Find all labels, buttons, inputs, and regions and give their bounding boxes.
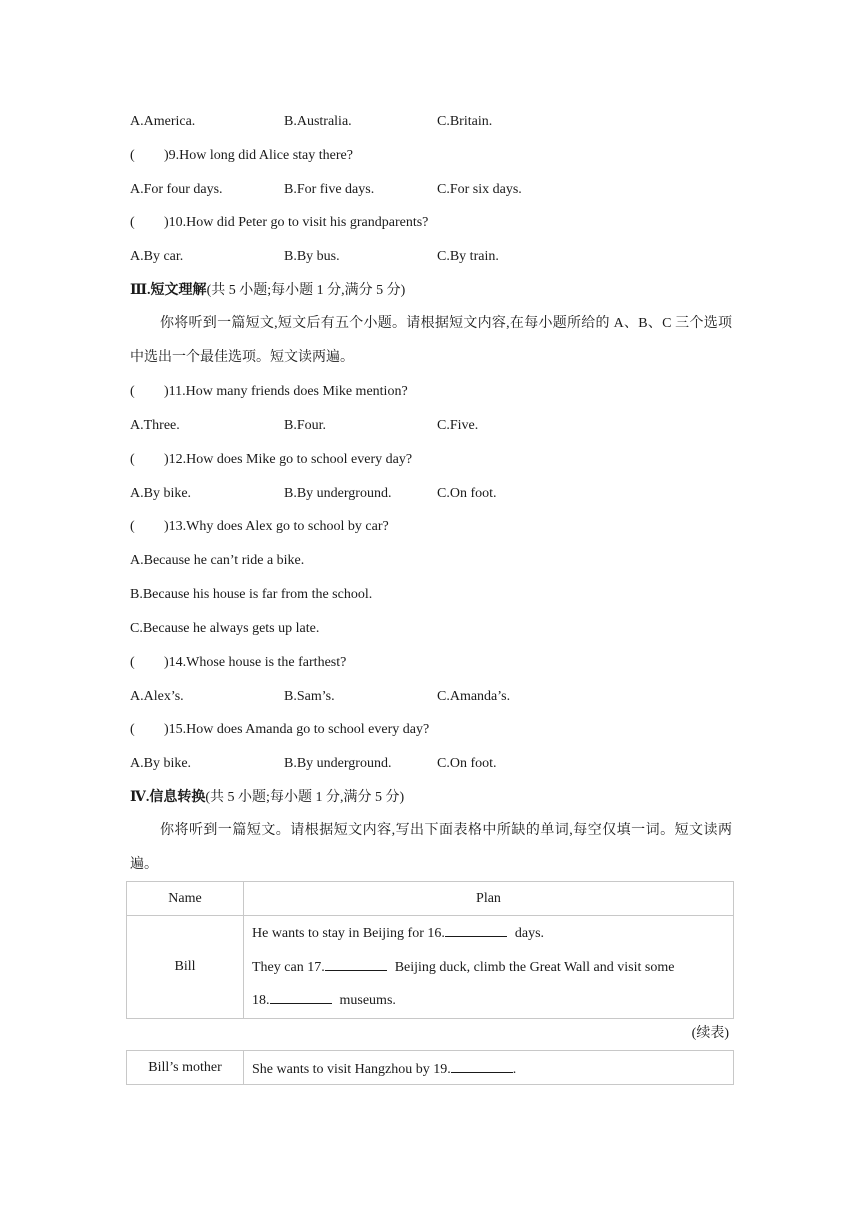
option-b: B.For five days. xyxy=(284,182,375,197)
question-12 xyxy=(130,450,412,470)
question-text: )9.How long did Alice stay there? xyxy=(164,148,353,163)
option-a: A.Alex’s. xyxy=(130,689,184,704)
blank-16[interactable] xyxy=(445,922,507,937)
answer-bracket[interactable]: ( xyxy=(130,215,135,230)
question-9 xyxy=(130,146,353,166)
row-name: Bill’s mother xyxy=(127,1051,244,1085)
option-a: A.By car. xyxy=(130,249,184,264)
question-10 xyxy=(130,213,428,233)
option-b: B.Australia. xyxy=(284,114,352,129)
answer-bracket[interactable]: ( xyxy=(130,148,135,163)
option-a: A.America. xyxy=(130,114,196,129)
row-plan xyxy=(244,1051,734,1085)
answer-bracket[interactable]: ( xyxy=(130,722,135,737)
table-row xyxy=(127,1051,734,1085)
option-c: C.By train. xyxy=(437,249,499,264)
option-a: A.For four days. xyxy=(130,182,223,197)
question-text: )10.How did Peter go to visit his grandparents? xyxy=(164,215,429,230)
section-detail: (共 5 小题;每小题 1 分,满分 5 分) xyxy=(206,283,406,298)
option-c: C.Amanda’s. xyxy=(437,689,511,704)
option-a: A.By bike. xyxy=(130,756,192,771)
row-name: Bill xyxy=(127,916,244,1019)
option-b: B.Sam’s. xyxy=(284,689,335,704)
info-table xyxy=(126,881,734,1019)
question-text: )11.How many friends does Mike mention? xyxy=(164,384,408,399)
table-row xyxy=(127,916,734,1019)
option-a: A.By bike. xyxy=(130,486,192,501)
answer-bracket[interactable]: ( xyxy=(130,519,135,534)
question-text: )13.Why does Alex go to school by car? xyxy=(164,519,389,534)
section-4-instructions: 你将听到一篇短文。请根据短文内容,写出下面表格中所缺的单词,每空仅填一词。短文读两遍。 xyxy=(130,823,732,872)
option-c: C.Britain. xyxy=(437,114,493,129)
question-text: )14.Whose house is the farthest? xyxy=(164,655,347,670)
option-a: A.Three. xyxy=(130,418,180,433)
plan-text: 18. xyxy=(252,993,270,1008)
question-11 xyxy=(130,382,408,402)
option-b: B.By underground. xyxy=(284,756,392,771)
answer-bracket[interactable]: ( xyxy=(130,384,135,399)
q13-option-c: C.Because he always gets up late. xyxy=(130,621,320,636)
blank-18[interactable] xyxy=(270,989,332,1004)
question-text: )12.How does Mike go to school every day? xyxy=(164,452,413,467)
header-name: Name xyxy=(127,882,244,916)
question-13 xyxy=(130,517,389,537)
q13-option-a: A.Because he can’t ride a bike. xyxy=(130,553,305,568)
answer-bracket[interactable]: ( xyxy=(130,655,135,670)
option-c: C.On foot. xyxy=(437,756,497,771)
table-header-row xyxy=(127,882,734,916)
plan-line-3 xyxy=(252,985,732,1017)
plan-text: museums. xyxy=(339,993,396,1008)
plan-line-2 xyxy=(252,951,732,985)
question-14 xyxy=(130,653,346,673)
plan-text: He wants to stay in Beijing for 16. xyxy=(252,926,445,941)
option-c: C.Five. xyxy=(437,418,479,433)
section-detail: (共 5 小题;每小题 1 分,满分 5 分) xyxy=(205,790,405,805)
info-table-continued xyxy=(126,1050,734,1085)
option-b: B.By underground. xyxy=(284,486,392,501)
header-plan: Plan xyxy=(244,882,734,916)
option-b: B.Four. xyxy=(284,418,327,433)
blank-17[interactable] xyxy=(325,956,387,971)
plan-text: days. xyxy=(514,926,545,941)
q13-option-b: B.Because his house is far from the school. xyxy=(130,587,373,602)
plan-text: Beijing duck, climb the Great Wall and visit some xyxy=(394,960,675,975)
section-3-heading xyxy=(130,281,405,301)
continued-label: (续表) xyxy=(691,1026,729,1041)
plan-text: They can 17. xyxy=(252,960,325,975)
row-plan xyxy=(244,916,734,1019)
plan-line-1 xyxy=(252,917,732,951)
section-4-heading xyxy=(130,788,404,808)
plan-text: . xyxy=(512,1061,517,1077)
question-15 xyxy=(130,720,429,740)
option-b: B.By bus. xyxy=(284,249,340,264)
section-3-instructions: 你将听到一篇短文,短文后有五个小题。请根据短文内容,在每小题所给的 A、B、C 三个选项中选出一个最佳选项。短文读两遍。 xyxy=(130,316,732,365)
question-text: )15.How does Amanda go to school every day? xyxy=(164,722,430,737)
option-c: C.For six days. xyxy=(437,182,522,197)
option-c: C.On foot. xyxy=(437,486,497,501)
blank-19[interactable] xyxy=(451,1058,513,1073)
section-title: Ⅳ.信息转换 xyxy=(130,790,206,805)
section-title: Ⅲ.短文理解 xyxy=(130,283,207,298)
answer-bracket[interactable]: ( xyxy=(130,452,135,467)
plan-text: She wants to visit Hangzhou by 19. xyxy=(252,1061,451,1077)
